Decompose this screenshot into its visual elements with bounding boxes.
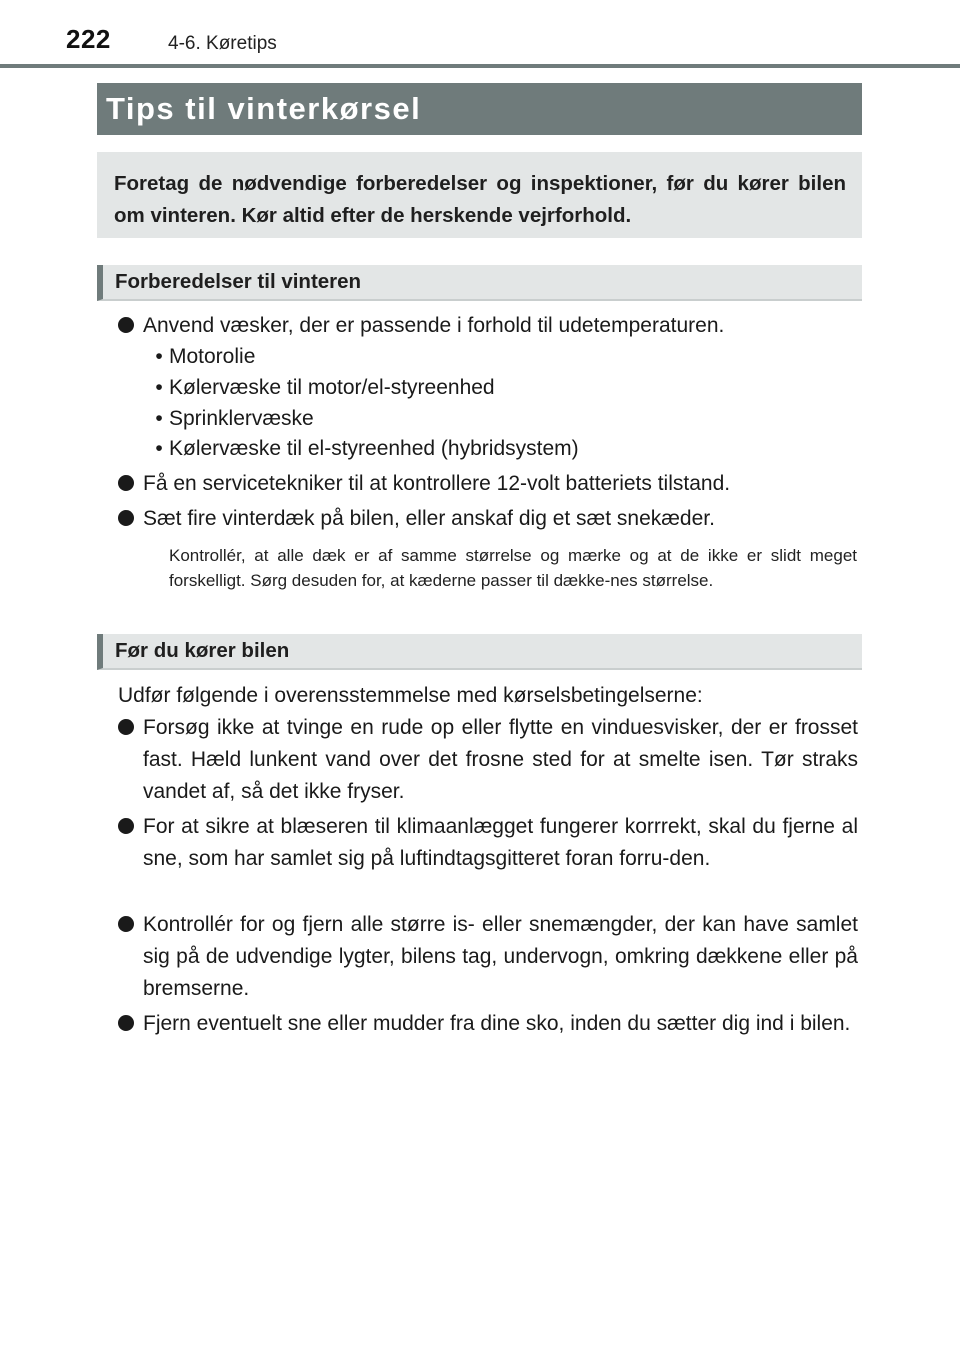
filled-circle-bullet-icon [118, 475, 134, 491]
section-heading-text: Før du kører bilen [115, 639, 290, 662]
lead-paragraph: Udfør følgende i overensstemmelse med kørselsbetingelserne: [118, 684, 703, 707]
bullet-item [118, 503, 858, 535]
section-heading-winter-prep [97, 265, 862, 301]
bullet-item [118, 811, 858, 875]
filled-circle-bullet-icon [118, 510, 134, 526]
bullet-text: Sæt fire vinterdæk på bilen, eller anskaf dig et sæt snekæder. [143, 507, 715, 530]
bullet-text: Forsøg ikke at tvinge en rude op eller flytte en vinduesvisker, der er frosset fast. Hæld lunkent vand over det frosne sted for at smelte isen. Tør straks vandet af, så det ikke fryser. [143, 716, 858, 803]
page-number: 222 [66, 24, 111, 54]
bullet-text: Kontrollér for og fjern alle større is- eller snemængder, der kan have samlet sig på de udvendige lygter, bilens tag, undervogn, omkring dækkene eller på bremserne. [143, 913, 858, 1000]
bullet-text: For at sikre at blæseren til klimaanlægget fungerer korrrekt, skal du fjerne al sne, som har samlet sig på luftindtagsgitteret foran forru-den. [143, 815, 858, 870]
bullet-item [118, 1008, 858, 1040]
small-dot-bullet-icon: • [155, 345, 163, 368]
section-heading-text: Forberedelser til vinteren [115, 270, 362, 293]
intro-box: Foretag de nødvendige forberedelser og inspektioner, før du kører bilen om vinteren. Kør altid efter de herskende vejrforhold. [97, 152, 862, 238]
sub-list-text: Sprinklervæske [169, 407, 314, 430]
sub-list-text: Kølervæske til motor/el-styreenhed [169, 376, 495, 399]
filled-circle-bullet-icon [118, 719, 134, 735]
filled-circle-bullet-icon [118, 317, 134, 333]
bullet-item [118, 468, 858, 500]
sub-list-item [153, 372, 495, 403]
sub-list-text: Kølervæske til el-styreenhed (hybridsystem) [169, 437, 579, 460]
bullet-item [118, 909, 858, 1005]
sub-list-text: Motorolie [169, 345, 256, 368]
sub-list-item [153, 341, 255, 372]
bullet-item [118, 712, 858, 808]
tire-note: Kontrollér, at alle dæk er af samme størrelse og mærke og at de ikke er slidt meget forskelligt. Sørg desuden for, at kæderne passer til dække-nes størrelse. [169, 546, 857, 590]
filled-circle-bullet-icon [118, 818, 134, 834]
page-title-bar [97, 83, 862, 135]
small-dot-bullet-icon: • [155, 407, 163, 430]
bullet-text: Få en servicetekniker til at kontrollere 12-volt batteriets tilstand. [143, 472, 731, 495]
filled-circle-bullet-icon [118, 916, 134, 932]
page-header [0, 0, 960, 70]
page-title: Tips til vinterkørsel [106, 91, 422, 126]
section-heading-before-driving [97, 634, 862, 670]
small-dot-bullet-icon: • [155, 437, 163, 460]
bullet-text: Fjern eventuelt sne eller mudder fra dine sko, inden du sætter dig ind i bilen. [143, 1012, 851, 1035]
bullet-text: Anvend væsker, der er passende i forhold til udetemperaturen. [143, 314, 725, 337]
bullet-item [118, 310, 858, 342]
filled-circle-bullet-icon [118, 1015, 134, 1031]
sub-list-item [153, 433, 579, 464]
header-divider [0, 64, 960, 68]
small-dot-bullet-icon: • [155, 376, 163, 399]
sub-list-item [153, 403, 314, 434]
section-reference: 4-6. Køretips [168, 33, 277, 54]
